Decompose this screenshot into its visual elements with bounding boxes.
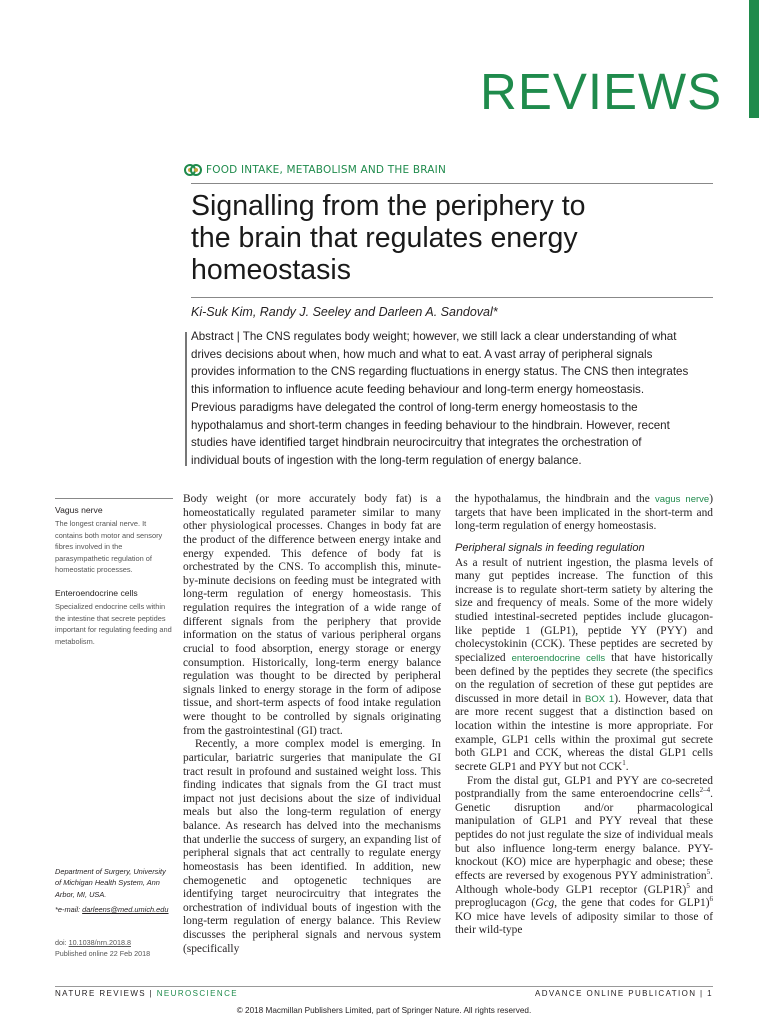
glossary-enteroendocrine [55, 588, 173, 647]
abstract [191, 328, 713, 470]
reference[interactable]: 2–4 [699, 786, 711, 795]
reference[interactable]: 5 [706, 868, 711, 877]
title-line: Signalling from the periphery to [191, 190, 586, 222]
series-logo-icon-2 [190, 164, 202, 176]
title-top-rule [191, 183, 713, 184]
accent-bar [749, 0, 759, 118]
paragraph: Body weight (or more accurately body fat) is a homeostatically regulated parameter similar to many other physiological processes. Changes in body fat are the product of the difference between energy intake and energy expended. This defence of body fat is orchestrated by the CNS. To accomplish this, minute-by-minute decisions on feeding must be integrated with long-term regulation of energy homeostasis. This regulation requires the integration of a wide range of different signals from the periphery that provide information on the status of various peripheral organs crucial to food absorption, energy storage or energy consumption. Historically, long-term energy balance regulation was thought to be directed by peripheral signals linked to energy storage in the form of adipose tissue, and short-term aspects of food intake regulation were thought to be controlled by signals originating from the gastrointestinal (GI) tract. [183, 493, 441, 737]
email-link[interactable]: darleens@med.umich.edu [82, 905, 169, 915]
doi-label: doi: [55, 938, 67, 947]
paragraph: Recently, a more complex model is emerging. In particular, bariatric surgeries that manipulate the GI tract result in profound and sustained weight loss. This finding indicates that signals from the GI tract must impact not just decisions about the size of individual meals but also the long-term regulation of energy balance. As research has delved into the mechanisms that underlie the success of surgery, an expanding list of peripheral signals that act centrally to regulate energy homeostasis has been identified. In addition, new chemogenetic and optogenetic techniques are identifying target neurocircuitry that integrates the orchestration of individual bouts of ingestion with the long-term regulation of energy balance. This Review discusses the peripheral signals and nervous system (specifically [183, 738, 441, 955]
section-label: REVIEWS [480, 63, 723, 120]
glossary-vagus [55, 505, 173, 575]
abstract-line: Previous paradigms have delegated the control of long-term energy homeostasis to the [191, 400, 638, 414]
abstract-line: Abstract | The CNS regulates body weight; however, we still lack a clear understanding of what [191, 330, 677, 343]
published-date: Published online 22 Feb 2018 [55, 949, 151, 958]
paragraph: From the distal gut, GLP1 and PYY are co-secreted postprandially from the same enteroendocrine cells$^{2-4}$. Genetic disruption and/or pharmacological manipulation of GLP1 and PYY reveal that these peptides do not just regulate the size of individual meals but also influence long-term energy balance. PYY-knockout (KO) mice are hyperphagic and obese; these effects are reversed by exogenous PYY administration$^5$. Although whole-body GLP1 receptor $(GLP1R)^5$ and preproglucagon (Gcg, the gene that codes for GLP1)$^6$ KO mice have levels of adiposity similar to those of their wild-type [455, 774, 714, 937]
footer-journal: NATURE REVIEWS | NEUROSCIENCE [55, 989, 239, 998]
glossary-term: Vagus nerve [55, 505, 103, 515]
article-title [191, 190, 691, 286]
email-line [55, 904, 173, 915]
box-link[interactable]: BOX 1 [585, 693, 615, 705]
reference[interactable]: 1 [622, 759, 626, 768]
paragraph: the hypothalamus, the hindbrain and the vagus nerve) targets that have been implicated in the short-term and long-term regulation of energy homeostasis. [455, 493, 713, 533]
abstract-bar [185, 332, 187, 466]
abstract-line: provides information to the CNS regarding fluctuations in energy status. The CNS then integrates [191, 365, 689, 379]
doi-block [55, 937, 173, 959]
abstract-line: drives decisions about when, how much and what to eat. A vast array of peripheral signals [191, 347, 653, 361]
body-column-2 [455, 493, 713, 938]
glossary-link-vagus[interactable]: vagus nerve [655, 494, 710, 505]
authors-top-rule [191, 297, 713, 298]
reference[interactable]: 5 [686, 881, 690, 890]
series-label-text: FOOD INTAKE, METABOLISM AND THE BRAIN [206, 164, 447, 176]
footer-rule [55, 986, 713, 987]
abstract-line: individual bouts of ingestion with the long-term regulation of energy balance. [191, 453, 582, 467]
body-column-1 [183, 493, 441, 956]
title-line: homeostasis [191, 254, 351, 286]
glossary-definition: Specialized endocrine cells within the intestine that secrete peptides important for regulating feeding and metabolism. [55, 602, 172, 646]
glossary-definition: The longest cranial nerve. It contains both motor and sensory fibres involved in the parasympathetic regulation of homeostatic processes. [55, 519, 163, 575]
abstract-line: this information to influence acute feeding behaviour and long-term energy homeostasis. [191, 383, 645, 397]
email-label: *e-mail: [55, 905, 81, 915]
glossary-link-enteroendocrine[interactable]: enteroendocrine cells [511, 652, 606, 664]
series-label [184, 164, 446, 176]
footer-subject: NEUROSCIENCE [156, 989, 239, 998]
affiliation [55, 866, 173, 916]
department: Department of Surgery, University of Michigan Health System, Ann Arbor, MI, USA. [55, 867, 166, 899]
footer-publication: ADVANCE ONLINE PUBLICATION | 1 [534, 989, 713, 998]
doi-link[interactable]: 10.1038/nrn.2018.8 [68, 938, 131, 947]
title-line: the brain that regulates energy [191, 222, 578, 254]
abstract-line: hypothalamus and short-term changes in feeding behaviour to the hindbrain. However, recent [191, 418, 670, 432]
copyright: © 2018 Macmillan Publishers Limited, part of Springer Nature. All rights reserved. [236, 1006, 532, 1015]
authors: Ki-Suk Kim, Randy J. Seeley and Darleen A. Sandoval* [191, 305, 498, 319]
glossary-rule [55, 498, 173, 499]
abstract-line: studies have identified target hindbrain neurocircuitry that integrates the orchestration of [191, 436, 642, 450]
paragraph: As a result of nutrient ingestion, the plasma levels of many gut peptides increase. The function of this increase is to regulate short-term satiety by altering the size and frequency of meals. Some of the more widely studied intestinal-secreted peptides include glucagon-like peptide 1 (GLP1), peptide YY (PYY) and cholecystokinin (CCK). These peptides are secreted by specialized enteroendocrine cells that have historically been defined by the peptides they secrete (the specifics on the regulation of secretion of these gut peptides are discussed in more detail in BOX 1). However, data that are more recent suggest that a distinction based on location within the intestine is more appropriate. For example, GLP1 cells within the proximal gut secrete both GLP1 and CCK, whereas the distal GLP1 cells secrete GLP1 and PYY but not CCK$^1$. [455, 556, 713, 773]
reference[interactable]: 6 [709, 895, 714, 904]
subheading: Peripheral signals in feeding regulation [455, 541, 645, 554]
glossary-term: Enteroendocrine cells [55, 588, 138, 598]
